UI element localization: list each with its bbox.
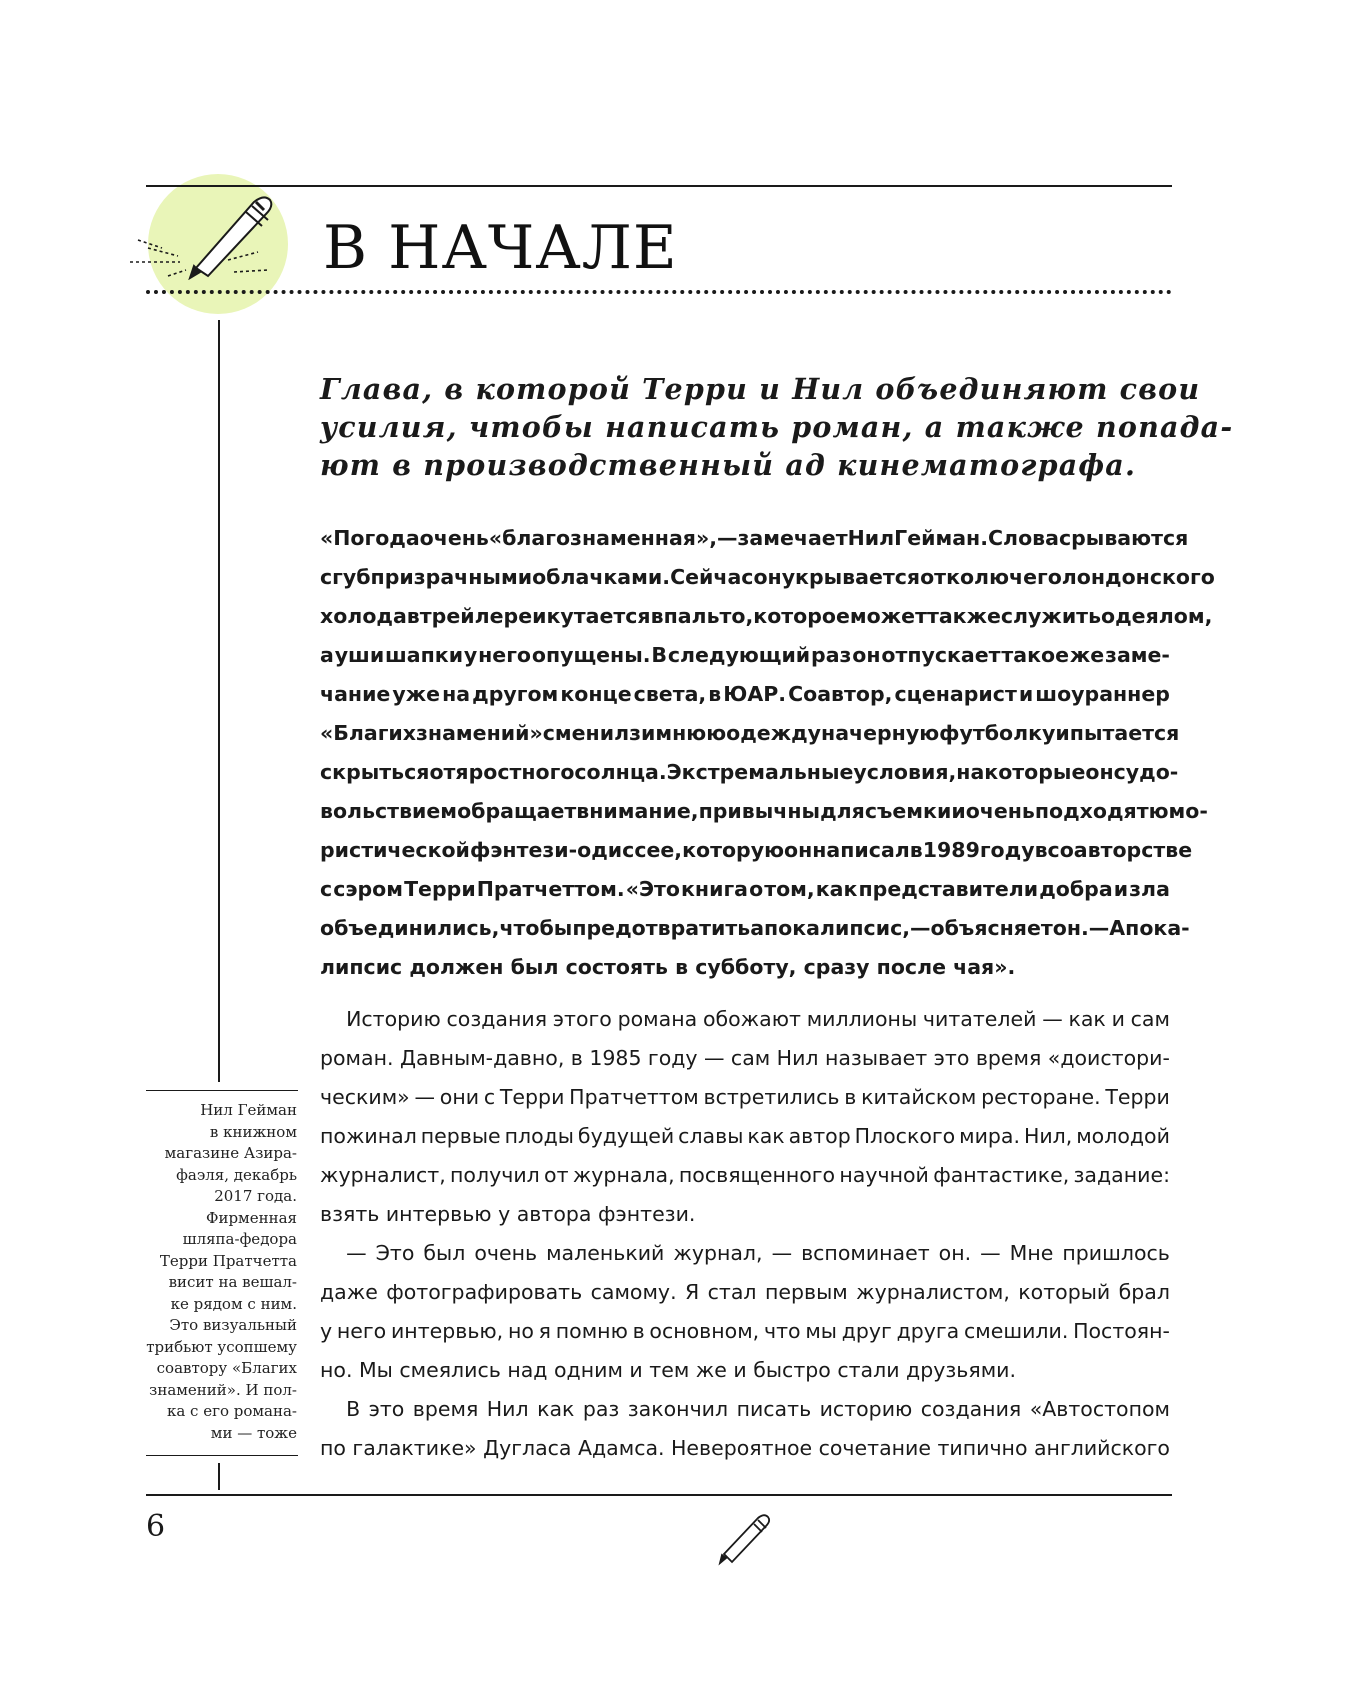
text-line: липсис должен был состоять в субботу, сразу после чая». xyxy=(320,955,1016,979)
word: посвященного xyxy=(678,1163,836,1187)
word: с xyxy=(483,1085,496,1109)
text-line xyxy=(320,792,1208,831)
caption-line: ке рядом с ним. xyxy=(170,1294,297,1313)
footer-rule xyxy=(146,1494,1172,1496)
word: написал xyxy=(812,838,910,862)
word: также xyxy=(926,604,1001,628)
word: которые xyxy=(984,760,1086,784)
word: Давным-давно, xyxy=(399,1046,565,1070)
word: условия, xyxy=(853,760,957,784)
caption-bottom-rule xyxy=(146,1455,298,1456)
word: может xyxy=(849,604,927,628)
word: миллионы xyxy=(806,1007,918,1031)
word: фотографировать xyxy=(386,1280,583,1304)
word: даже xyxy=(320,1280,378,1304)
word: маленький xyxy=(546,1241,665,1265)
word: он xyxy=(852,643,881,667)
word: ческим» xyxy=(320,1085,410,1109)
word: пальто, xyxy=(663,604,754,628)
word: шапки xyxy=(385,643,464,667)
margin-vertical-rule xyxy=(218,320,220,1082)
word: укрывается xyxy=(781,565,921,589)
text-line xyxy=(320,558,1215,597)
word: ресторане. xyxy=(981,1085,1101,1109)
word: скрыться xyxy=(320,760,430,784)
word: который xyxy=(1018,1280,1111,1304)
word: него xyxy=(336,1319,387,1343)
word: знамений» xyxy=(416,721,543,745)
word: время xyxy=(412,1397,479,1421)
word: научной xyxy=(839,1163,929,1187)
word: я xyxy=(538,1319,551,1343)
word: у xyxy=(320,1319,333,1343)
word: ристической xyxy=(320,838,470,862)
caption-line: Нил Гейман xyxy=(200,1101,297,1119)
header-top-rule xyxy=(146,185,1172,187)
word: что xyxy=(763,1319,801,1343)
word: В xyxy=(651,643,668,667)
word: «Это xyxy=(625,877,680,901)
word: английского xyxy=(1033,1436,1170,1460)
text-line xyxy=(320,519,1189,558)
word: он xyxy=(753,565,782,589)
caption-line: висит на вешал- xyxy=(168,1273,297,1291)
pen-icon-small xyxy=(716,1510,776,1566)
text-line xyxy=(320,1234,1170,1273)
word: на xyxy=(442,682,471,706)
word: стал xyxy=(707,1280,757,1304)
chapter-title: В НАЧАЛЕ xyxy=(323,213,678,283)
word: света, xyxy=(633,682,707,706)
word: служить xyxy=(1000,604,1102,628)
word: а xyxy=(320,643,334,667)
word: это xyxy=(368,1397,405,1421)
word: обращает xyxy=(457,799,577,823)
word: будущей xyxy=(577,1124,675,1148)
word: в xyxy=(650,604,664,628)
word: получил xyxy=(450,1163,540,1187)
text-line xyxy=(320,1078,1170,1117)
paragraph-3 xyxy=(320,1234,1170,1390)
word: и xyxy=(1055,721,1070,745)
word: — xyxy=(716,526,738,550)
word: том, xyxy=(764,877,815,901)
text-line xyxy=(320,1429,1170,1468)
word: от xyxy=(429,760,456,784)
word: для xyxy=(820,799,865,823)
word: как xyxy=(537,1397,575,1421)
word: Нил, xyxy=(1023,1124,1073,1148)
word: молодой xyxy=(1076,1124,1170,1148)
word: — xyxy=(320,1241,367,1265)
word: В xyxy=(320,1397,361,1421)
word: по xyxy=(320,1436,346,1460)
intro-paragraph xyxy=(320,519,1215,987)
text-line xyxy=(320,714,1180,753)
word: плоды xyxy=(504,1124,574,1148)
word: другом xyxy=(472,682,559,706)
word: журнала, xyxy=(572,1163,675,1187)
word: создания xyxy=(920,1397,1022,1421)
word: — xyxy=(1042,1007,1063,1031)
word: него xyxy=(478,643,532,667)
word: «доистори- xyxy=(1047,1046,1170,1070)
word: интервью, xyxy=(390,1319,504,1343)
word: смешили. xyxy=(963,1319,1069,1343)
word: привычны xyxy=(698,799,821,823)
word: Историю xyxy=(320,1007,441,1031)
word: на xyxy=(956,760,985,784)
word: обожают xyxy=(702,1007,801,1031)
word: ЮАР. xyxy=(723,682,787,706)
word: как xyxy=(747,1124,785,1148)
word: трейлере xyxy=(419,604,533,628)
word: Терри xyxy=(499,1085,565,1109)
word: «Благих xyxy=(320,721,417,745)
word: облачками. xyxy=(532,565,671,589)
word: добра xyxy=(1039,877,1113,901)
word: с xyxy=(320,877,333,901)
word: вспоминает xyxy=(801,1241,930,1265)
word: пришлось xyxy=(1062,1241,1170,1265)
word: сменил xyxy=(542,721,630,745)
subtitle-line: усилия, чтобы написать роман, а также попада- xyxy=(320,410,1234,444)
caption-line: шляпа-федора xyxy=(182,1230,297,1248)
word: этого xyxy=(552,1007,612,1031)
word: историю xyxy=(819,1397,913,1421)
word: Гейман. xyxy=(894,526,989,550)
word: друг xyxy=(841,1319,892,1343)
word: черную xyxy=(849,721,940,745)
word: журналист, xyxy=(320,1163,446,1187)
word: сочетание xyxy=(818,1436,931,1460)
word: Сейчас xyxy=(670,565,754,589)
word: яростного xyxy=(455,760,575,784)
word: и xyxy=(532,604,547,628)
word: очень xyxy=(965,799,1035,823)
word: галактике» xyxy=(352,1436,477,1460)
text-line xyxy=(320,1312,1170,1351)
page-number: 6 xyxy=(146,1509,166,1544)
word: Нил xyxy=(847,526,895,550)
word: объясняет xyxy=(930,916,1053,940)
word: уже xyxy=(392,682,441,706)
caption-line: ка с его романа- xyxy=(166,1402,297,1420)
word: мы xyxy=(805,1319,837,1343)
word: одеялом, xyxy=(1101,604,1213,628)
word: призрачными xyxy=(370,565,533,589)
text-line xyxy=(320,909,1190,948)
word: шоураннер xyxy=(1035,682,1170,706)
word: журналистом, xyxy=(856,1280,1010,1304)
word: срываются xyxy=(1058,526,1189,550)
word: Адамса. xyxy=(577,1436,665,1460)
word: помню xyxy=(555,1319,628,1343)
word: — xyxy=(703,1046,725,1070)
text-line xyxy=(320,1039,1170,1078)
word: Терри xyxy=(404,877,476,901)
word: Плоского xyxy=(854,1124,956,1148)
text-line: взять интервью у автора фэнтези. xyxy=(320,1202,696,1226)
word: и xyxy=(951,799,966,823)
word: лондонского xyxy=(1061,565,1215,589)
pen-icon xyxy=(128,190,288,280)
word: с xyxy=(1113,760,1126,784)
word: Терри xyxy=(1105,1085,1170,1109)
subtitle-line: Глава, в которой Терри и Нил объединяют свои xyxy=(320,372,1201,406)
word: Невероятное xyxy=(671,1436,813,1460)
word: кутается xyxy=(546,604,651,628)
word: 1989 xyxy=(922,838,980,862)
word: — xyxy=(414,1085,435,1109)
caption-line: в книжном xyxy=(209,1122,297,1141)
word: в xyxy=(1034,838,1048,862)
word: объединились, xyxy=(320,916,500,940)
word: но xyxy=(507,1319,534,1343)
word: чание xyxy=(320,682,391,706)
word: пожинал xyxy=(320,1124,417,1148)
word: соавторстве xyxy=(1047,838,1193,862)
word: Я xyxy=(685,1280,700,1304)
word: зимнюю xyxy=(629,721,727,745)
word: — xyxy=(910,916,931,940)
word: Это xyxy=(375,1241,415,1265)
photo-caption xyxy=(140,1100,297,1444)
word: сам xyxy=(1130,1007,1170,1031)
word: вольствием xyxy=(320,799,458,823)
word: следующий xyxy=(667,643,811,667)
paragraph-2 xyxy=(320,1000,1170,1234)
word: Пратчеттом. xyxy=(476,877,625,901)
word: он. xyxy=(938,1241,972,1265)
caption-line: магазине Азира- xyxy=(164,1144,297,1162)
caption-line: фаэля, декабрь xyxy=(176,1165,297,1184)
word: книга xyxy=(681,877,749,901)
text-line xyxy=(320,1117,1170,1156)
word: как xyxy=(815,877,858,901)
header-dotted-rule xyxy=(146,290,1172,294)
word: от xyxy=(544,1163,569,1187)
word: «благознаменная», xyxy=(488,526,717,550)
word: в xyxy=(909,838,923,862)
word: время xyxy=(975,1046,1042,1070)
word: на xyxy=(821,721,850,745)
caption-line: Фирменная xyxy=(206,1208,297,1227)
word: Пратчеттом xyxy=(569,1085,699,1109)
word: очень xyxy=(474,1241,538,1265)
word: и xyxy=(1018,682,1034,706)
word: встретились xyxy=(703,1085,840,1109)
word: юмо- xyxy=(1148,799,1208,823)
word: автор xyxy=(788,1124,851,1148)
word: очень xyxy=(419,526,489,550)
word: романа xyxy=(617,1007,698,1031)
word: первым xyxy=(764,1280,848,1304)
word: в xyxy=(844,1085,857,1109)
word: сценарист xyxy=(894,682,1017,706)
word: он xyxy=(1085,760,1114,784)
word: Соавтор, xyxy=(788,682,893,706)
chapter-subtitle xyxy=(320,370,1234,484)
text-line xyxy=(320,597,1213,636)
word: фэнтези-одиссее, xyxy=(469,838,683,862)
word: раз xyxy=(811,643,852,667)
word: журнал, xyxy=(673,1241,763,1265)
word: это xyxy=(933,1046,970,1070)
word: роман. xyxy=(320,1046,394,1070)
word: они xyxy=(439,1085,480,1109)
word: представители xyxy=(858,877,1039,901)
word: Мне xyxy=(1009,1241,1054,1265)
word: Нил xyxy=(776,1046,819,1070)
word: конце xyxy=(560,682,632,706)
caption-line: трибьют усопшему xyxy=(146,1337,297,1356)
word: закончил xyxy=(627,1397,729,1421)
word: в xyxy=(406,604,420,628)
word: — xyxy=(771,1241,793,1265)
word: которое xyxy=(753,604,850,628)
word: типично xyxy=(937,1436,1028,1460)
word: году xyxy=(647,1046,698,1070)
word: футболку xyxy=(939,721,1056,745)
paragraph-4 xyxy=(320,1390,1170,1468)
caption-line: Терри Пратчетта xyxy=(159,1251,297,1270)
word: создания xyxy=(446,1007,548,1031)
word: фантастике, xyxy=(933,1163,1070,1187)
caption-line: ми — тоже xyxy=(210,1423,297,1442)
caption-line: соавтору «Благих xyxy=(156,1359,297,1377)
word: читателей xyxy=(922,1007,1037,1031)
word: подходят xyxy=(1034,799,1149,823)
word: в xyxy=(632,1319,645,1343)
text-line xyxy=(320,1156,1170,1195)
word: в xyxy=(570,1046,583,1070)
text-line xyxy=(320,1390,1170,1429)
word: как xyxy=(1068,1007,1106,1031)
word: губ xyxy=(332,565,371,589)
text-line xyxy=(320,675,1170,714)
word: называет xyxy=(824,1046,928,1070)
word: писать xyxy=(736,1397,812,1421)
word: о xyxy=(749,877,764,901)
word: первые xyxy=(420,1124,501,1148)
word: чтобы xyxy=(499,916,573,940)
word: одежду xyxy=(726,721,822,745)
word: китайском xyxy=(861,1085,977,1109)
word: Нил xyxy=(486,1397,529,1421)
word: он xyxy=(784,838,813,862)
text-line: но. Мы смеялись над одним и тем же и быстро стали друзьями. xyxy=(320,1358,1016,1382)
word: в xyxy=(708,682,722,706)
word: колючего xyxy=(946,565,1062,589)
word: 1985 xyxy=(589,1046,642,1070)
text-line xyxy=(320,753,1179,792)
text-line xyxy=(320,870,1170,909)
word: съемки xyxy=(864,799,952,823)
caption-top-rule xyxy=(146,1090,298,1091)
word: солнца. xyxy=(574,760,667,784)
word: друга xyxy=(896,1319,960,1343)
word: и xyxy=(1111,1007,1125,1031)
word: году xyxy=(979,838,1035,862)
word: задание: xyxy=(1073,1163,1170,1187)
word: удо- xyxy=(1125,760,1179,784)
caption-line: 2017 года. xyxy=(214,1187,297,1205)
word: — xyxy=(980,1241,1001,1265)
word: зла xyxy=(1129,877,1170,901)
word: «Погода xyxy=(320,526,420,550)
word: он. xyxy=(1052,916,1089,940)
word: предотвратить xyxy=(572,916,751,940)
word: апокалипсис, xyxy=(750,916,911,940)
word: славы xyxy=(678,1124,744,1148)
word: Дугласа xyxy=(483,1436,572,1460)
word: и xyxy=(1113,877,1129,901)
text-line xyxy=(320,636,1170,675)
word: холода xyxy=(320,604,407,628)
word: замечает xyxy=(737,526,848,550)
caption-line: Это визуальный xyxy=(169,1316,297,1334)
word: внимание, xyxy=(576,799,699,823)
text-line xyxy=(320,1273,1170,1312)
word: сам xyxy=(730,1046,771,1070)
word: такое xyxy=(1001,643,1070,667)
margin-vertical-rule-lower xyxy=(218,1463,220,1490)
word: которую xyxy=(682,838,785,862)
word: был xyxy=(423,1241,466,1265)
subtitle-line: ют в производственный ад кинематографа. xyxy=(320,448,1137,482)
word: Экстремальные xyxy=(666,760,854,784)
caption-line: знамений». И пол- xyxy=(149,1380,297,1399)
text-line xyxy=(320,1000,1170,1039)
word: у xyxy=(463,643,478,667)
word: же xyxy=(1069,643,1105,667)
word: — xyxy=(1088,916,1110,940)
word: опущены. xyxy=(531,643,651,667)
word: пытается xyxy=(1069,721,1180,745)
word: заме- xyxy=(1105,643,1170,667)
word: «Автостопом xyxy=(1029,1397,1170,1421)
word: мира. xyxy=(959,1124,1021,1148)
word: Апока- xyxy=(1109,916,1190,940)
word: раз xyxy=(582,1397,620,1421)
word: с xyxy=(320,565,333,589)
word: Постоян- xyxy=(1073,1319,1170,1343)
word: основном, xyxy=(649,1319,760,1343)
text-line xyxy=(320,831,1193,870)
word: сэром xyxy=(333,877,404,901)
word: Слова xyxy=(988,526,1059,550)
word: брал xyxy=(1118,1280,1170,1304)
word: отпускает xyxy=(881,643,1001,667)
word: самому. xyxy=(590,1280,677,1304)
word: уши xyxy=(334,643,385,667)
word: от xyxy=(920,565,947,589)
